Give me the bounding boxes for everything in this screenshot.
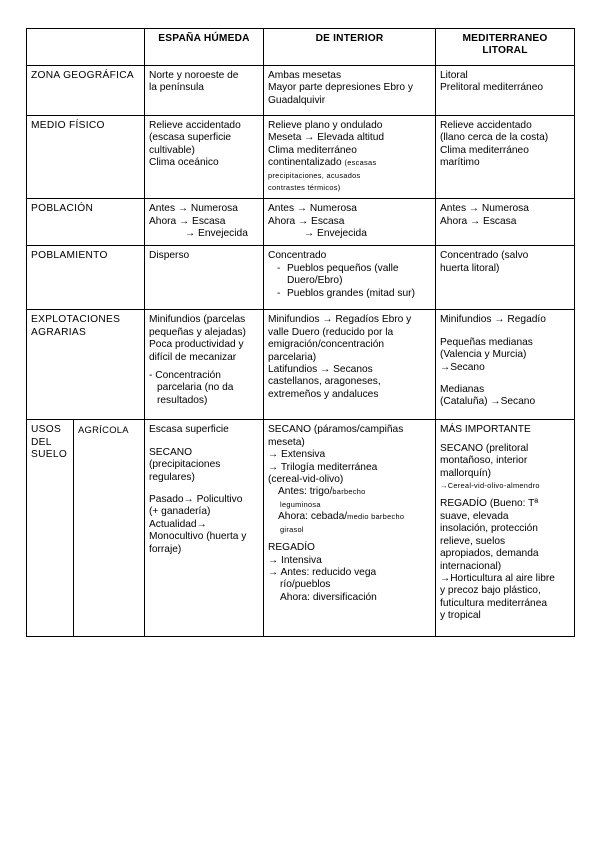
text-line: parcelaria) [268,351,317,363]
text-line: → Trilogía mediterránea [268,461,378,473]
text-line: relieve, suelos [440,535,506,547]
text-line: mallorquín) [440,467,491,479]
text-fragment: continentalizado [268,157,342,169]
text-line: la península [149,82,204,94]
row-sublabel-agricola: AGRÍCOLA [74,420,145,637]
text-line: marítimo [440,157,480,169]
text-line: Relieve plano y ondulado [268,120,383,131]
row-label: POBLACIÓN [27,199,145,246]
cell-humeda [145,310,264,420]
text-line: USOS [31,424,62,436]
text-line: (escasa superficie [149,132,232,144]
text-line: (Valencia y Murcia) [440,349,527,361]
text-line: (precipitaciones [149,459,221,471]
cell-humeda [145,66,264,116]
text-fragment: Antes: trigo/ [278,486,333,498]
text-line: (Cataluña) →Secano [440,396,536,408]
text-line: Medianas [440,384,485,396]
cell-humeda [145,199,264,246]
text-line: Latifundios → Secanos [268,364,373,376]
text-line: extremeños y andaluces [268,388,379,400]
text-line: Relieve accidentado [149,120,241,131]
text-line: futicultura mediterránea [440,597,548,609]
text-line: →Horticultura al aire libre [440,572,555,584]
text-line: Minifundios (parcelas [149,314,246,326]
text-line: montañoso, interior [440,455,528,467]
row-label: MEDIO FÍSICO [27,116,145,199]
text-line: Minifundios → Regadíos Ebro y [268,314,412,326]
row-label: POBLAMIENTO [27,246,145,310]
text-line: Antes → Numerosa [149,203,238,215]
row-zona-geografica [27,66,575,116]
text-line: → Envejecida [304,228,367,240]
cell-interior [264,199,436,246]
text-line: REGADÍO [268,542,315,554]
row-usos-del-suelo [27,420,575,637]
header-row [27,29,575,66]
text-line: (llano cerca de la costa) [440,132,549,144]
cell-interior [264,66,436,116]
text-line: REGADÍO (Bueno: Tª [440,498,539,510]
header-mediterraneo-litoral: MEDITERRANEO LITORAL [436,29,575,66]
text-line: DEL [31,436,52,448]
text-line: SECANO [149,446,193,458]
text-line: castellanos, aragoneses, [268,376,381,388]
text-line: Poca productividad y [149,339,244,351]
text-line: Minifundios → Regadío [440,314,546,326]
row-label: EXPLOTACIONES AGRARIAS [27,310,145,420]
text-line: Norte y noroeste de [149,70,239,81]
text-line: insolación, protección [440,523,538,535]
text-line: río/pueblos [280,579,331,591]
small-text: leguminosa [280,499,321,509]
text-line: Disperso [149,250,190,262]
cell-interior [264,246,436,310]
text-line: Clima mediterráneo [440,144,529,156]
text-line: y precoz bajo plástico, [440,585,541,597]
text-line: Relieve accidentado [440,120,532,131]
text-line: → Envejecida [185,228,248,240]
text-line: Clima mediterráneo [268,144,357,156]
text-line: Litoral [440,70,468,81]
text-line: Guadalquivir [268,94,326,106]
text-line: → Extensiva [268,449,326,461]
row-medio-fisico [27,116,575,199]
list-item: - Pueblos pequeños (valle Duero/Ebro) [277,263,431,288]
small-text: →Cereal-vid-olivo-almendro [440,481,540,491]
row-label: ZONA GEOGRÁFICA [27,66,145,116]
text-line: Mayor parte depresiones Ebro y [268,82,413,94]
cell-humeda [145,116,264,199]
text-line: Ahora → Escasa [149,215,226,227]
text-line: Ahora → Escasa [268,215,345,227]
cell-humeda [145,246,264,310]
cell-mediterraneo [436,199,575,246]
cell-interior [264,116,436,199]
text-line: difícil de mecanizar [149,351,237,363]
text-line: internacional) [440,560,502,572]
text-line: regulares) [149,471,195,483]
row-poblacion [27,199,575,246]
text-line: huerta litoral) [440,262,500,274]
text-line: Concentrado [268,250,327,262]
text-line: y tropical [440,610,481,622]
text-line: Actualidad→ [149,518,207,530]
small-text: precipitaciones, acusados [268,170,361,180]
text-line: valle Duero (reducido por la [268,326,394,338]
text-line: suave, elevada [440,510,509,522]
text-line: pequeñas y alejadas) [149,326,246,338]
text-line: → Intensiva [268,554,322,566]
cell-mediterraneo [436,420,575,637]
text-line: Prelitoral mediterráneo [440,82,544,94]
cell-mediterraneo [436,66,575,116]
text-line: SUELO [31,449,68,461]
text-line: - Concentración [149,370,221,382]
text-line: Monocultivo (huerta y [149,531,247,543]
text-line: parcelaria (no da [157,382,234,394]
text-line: resultados) [157,394,208,406]
list-item: - Pueblos grandes (mitad sur) [277,288,431,300]
text-line: →Secano [440,361,485,373]
text-line: Pasado→ Policultivo [149,494,243,506]
text-line: Ahora: diversificación [280,591,377,603]
row-label-usos [27,420,74,637]
text-line [268,486,431,498]
small-text: girasol [280,524,304,534]
cell-interior [264,310,436,420]
text-line: Concentrado (salvo [440,250,529,262]
text-line: MÁS IMPORTANTE [440,424,531,436]
text-line: apropiados, demanda [440,548,539,560]
small-text: (escasas [344,158,377,168]
row-poblamiento [27,246,575,310]
comparison-table [26,28,575,637]
header-de-interior: DE INTERIOR [264,29,436,66]
text-line: meseta) [268,436,305,448]
text-line: Ahora → Escasa [440,215,517,227]
small-text: barbecho [332,487,366,497]
text-line: cultivable) [149,144,195,156]
text-line: (cereal-vid-olivo) [268,474,344,486]
text-line: Antes → Numerosa [268,203,357,215]
text-line: Pequeñas medianas [440,336,533,348]
cell-interior [264,420,436,637]
text-line: Clima oceánico [149,157,219,169]
cell-humeda [145,420,264,637]
text-fragment: Ahora: cebada/ [278,511,348,523]
text-line: SECANO (prelitoral [440,442,529,454]
row-explotaciones-agrarias [27,310,575,420]
text-line: Ambas mesetas [268,70,342,81]
header-empty-cell [27,29,145,66]
text-line: → Antes: reducido vega [268,566,377,578]
text-line: Antes → Numerosa [440,203,529,215]
cell-mediterraneo [436,246,575,310]
small-text: medio barbecho [347,512,405,522]
text-line: Meseta → Elevada altitud [268,132,385,144]
header-espana-humeda: ESPAÑA HÚMEDA [145,29,264,66]
small-text: contrastes térmicos) [268,183,341,193]
dash-list [268,263,431,300]
text-line [268,157,431,169]
text-line: Escasa superficie [149,424,229,436]
text-line: (+ ganadería) [149,506,211,518]
text-line: forraje) [149,543,182,555]
text-line: emigración/concentración [268,339,385,351]
cell-mediterraneo [436,116,575,199]
text-line: SECANO (páramos/campiñas [268,424,404,436]
text-line [268,511,431,523]
cell-mediterraneo [436,310,575,420]
